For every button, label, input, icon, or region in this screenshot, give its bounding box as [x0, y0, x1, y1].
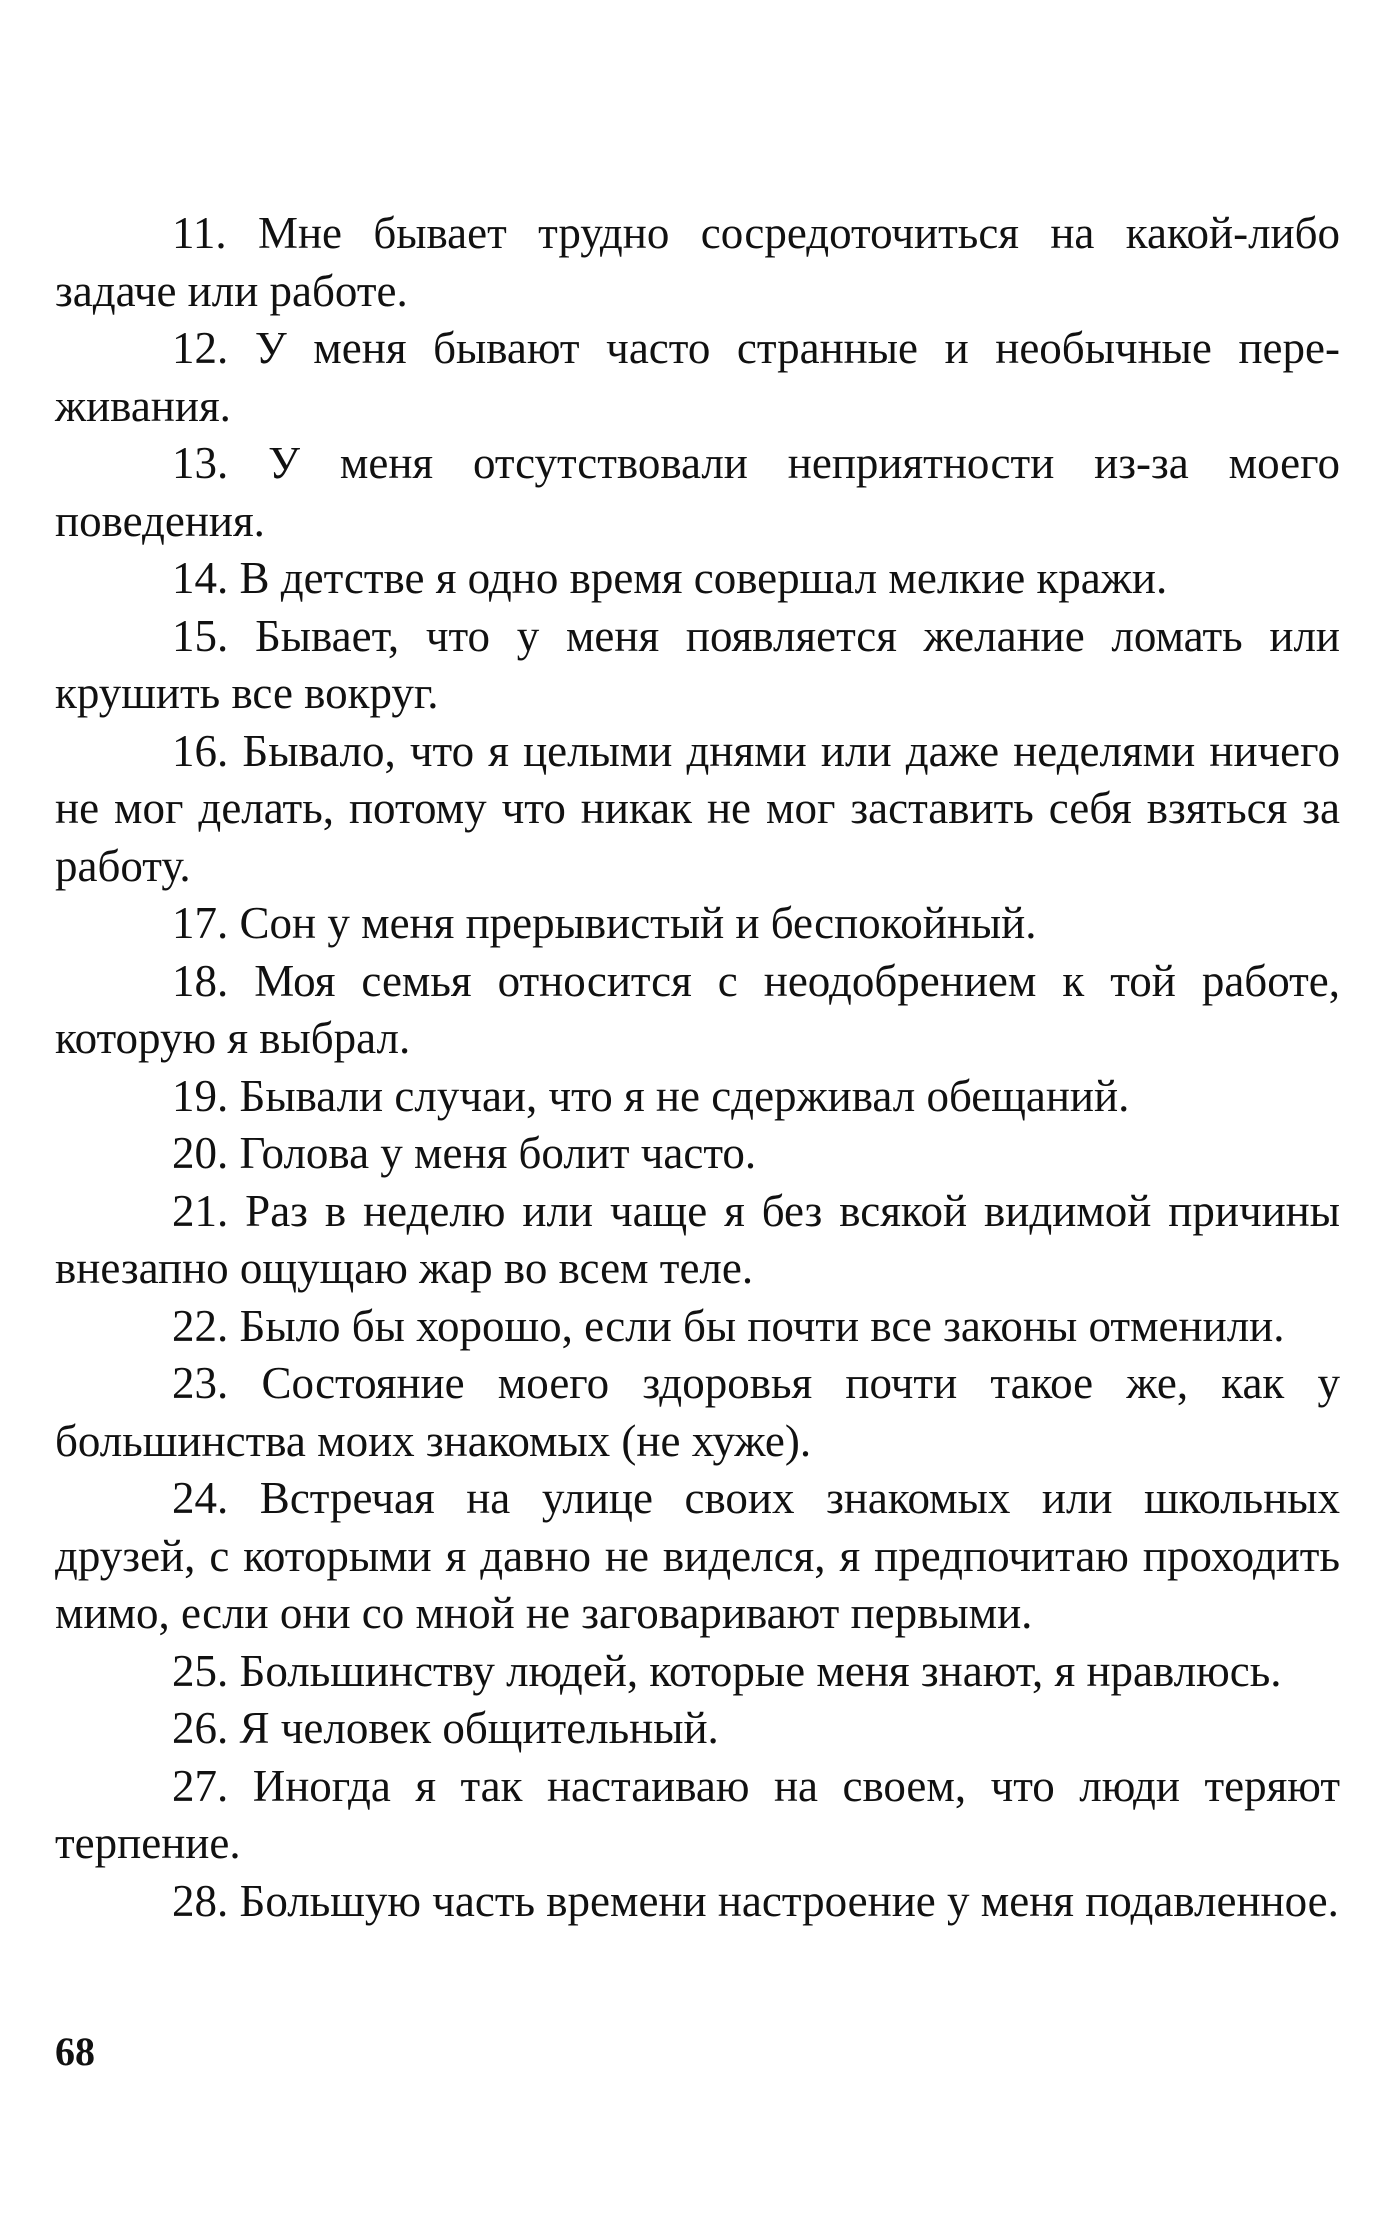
question-item-13: 13. У меня отсутствовали неприятности из-за моего поведения.	[55, 438, 1340, 546]
questionnaire-text	[55, 205, 1340, 1930]
question-item-12: 12. У меня бывают часто странные и необычные переживания.	[55, 323, 1340, 431]
question-item-23: 23. Состояние моего здоровья почти такое же, как у большинства моих знакомых (не хуже).	[55, 1358, 1340, 1466]
question-item-26: 26. Я человек общительный.	[172, 1703, 719, 1753]
question-item-24: 24. Встречая на улице своих знакомых или школьных друзей, с которыми я давно не виделся, я предпочитаю проходить мимо, если они со мной не заговаривают первыми.	[55, 1473, 1340, 1638]
question-item-11: 11. Мне бывает трудно сосредоточиться на какой-либо задаче или работе.	[55, 208, 1340, 316]
question-item-22: 22. Было бы хорошо, если бы почти все законы отменили.	[172, 1300, 1285, 1351]
question-item-14: 14. В детстве я одно время совершал мелкие кражи.	[172, 553, 1168, 603]
question-item-25: 25. Большинству людей, которые меня знают, я нравлюсь.	[172, 1645, 1282, 1696]
question-item-20: 20. Голова у меня болит часто.	[172, 1128, 757, 1178]
question-item-21: 21. Раз в неделю или чаще я без всякой видимой причины внезапно ощущаю жар во всем теле.	[55, 1185, 1340, 1293]
question-item-19: 19. Бывали случаи, что я не сдерживал обещаний.	[172, 1070, 1130, 1121]
question-item-28: 28. Большую часть времени настроение у меня подавленное.	[172, 1875, 1339, 1926]
question-item-15: 15. Бывает, что у меня появляется желание ломать или крушить все вокруг.	[55, 610, 1340, 718]
question-item-18: 18. Моя семья относится с неодобрением к той работе, которую я выбрал.	[55, 955, 1340, 1063]
question-item-27: 27. Иногда я так настаиваю на своем, что люди теряют терпение.	[55, 1760, 1340, 1868]
question-item-17: 17. Сон у меня прерывистый и беспокойный.	[172, 898, 1037, 948]
page-number: 68	[55, 2029, 95, 2074]
question-item-16: 16. Бывало, что я целыми днями или даже неделями ничего не мог делать, потому что никак не мог заставить себя взяться за работу.	[55, 725, 1340, 891]
